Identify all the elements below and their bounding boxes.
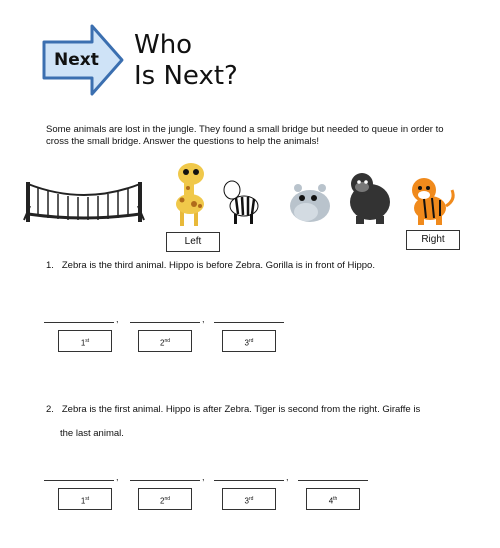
intro-text: Some animals are lost in the jungle. They found a small bridge but needed to queue in order to cross the small bridge. Answer the questions to help the animals! xyxy=(46,124,444,147)
left-label: Left xyxy=(166,232,220,252)
answer-line-6[interactable] xyxy=(214,480,284,481)
slot-1st-q2: 1st xyxy=(58,488,112,510)
zebra-icon xyxy=(222,178,266,226)
answer-line-5[interactable] xyxy=(130,480,200,481)
question-2 xyxy=(46,404,420,415)
question-1-number: 1. xyxy=(46,260,54,271)
answer-line-4[interactable] xyxy=(44,480,114,481)
question-2-text: Zebra is the first animal. Hippo is after Zebra. Tiger is second from the right. Giraffe is xyxy=(61,404,421,415)
question-1 xyxy=(46,260,375,271)
next-arrow-icon xyxy=(40,22,126,98)
question-2-line-2: the last animal. xyxy=(60,428,124,439)
slot-4th-q2: 4th xyxy=(306,488,360,510)
title-line-1: Who xyxy=(134,30,193,60)
slot-2nd-q2: 2nd xyxy=(138,488,192,510)
slot-1st: 1st xyxy=(58,330,112,352)
answer-line-7[interactable] xyxy=(298,480,368,481)
title-line-2: Is Next? xyxy=(134,61,238,91)
right-label: Right xyxy=(406,230,460,250)
gorilla-icon xyxy=(342,170,396,226)
slot-3rd: 3rd xyxy=(222,330,276,352)
slot-3rd-q2: 3rd xyxy=(222,488,276,510)
arrow-label: Next xyxy=(54,50,99,70)
tiger-icon xyxy=(402,174,458,226)
question-2-number: 2. xyxy=(46,404,54,415)
bridge-illustration xyxy=(22,176,152,226)
hippo-icon xyxy=(284,180,336,226)
question-1-text: Zebra is the third animal. Hippo is before Zebra. Gorilla is in front of Hippo. xyxy=(61,260,375,271)
answer-line-1[interactable] xyxy=(44,322,114,323)
answer-line-3[interactable] xyxy=(214,322,284,323)
giraffe-icon xyxy=(170,160,212,230)
answer-line-2[interactable] xyxy=(130,322,200,323)
slot-2nd: 2nd xyxy=(138,330,192,352)
page-title xyxy=(134,30,238,92)
